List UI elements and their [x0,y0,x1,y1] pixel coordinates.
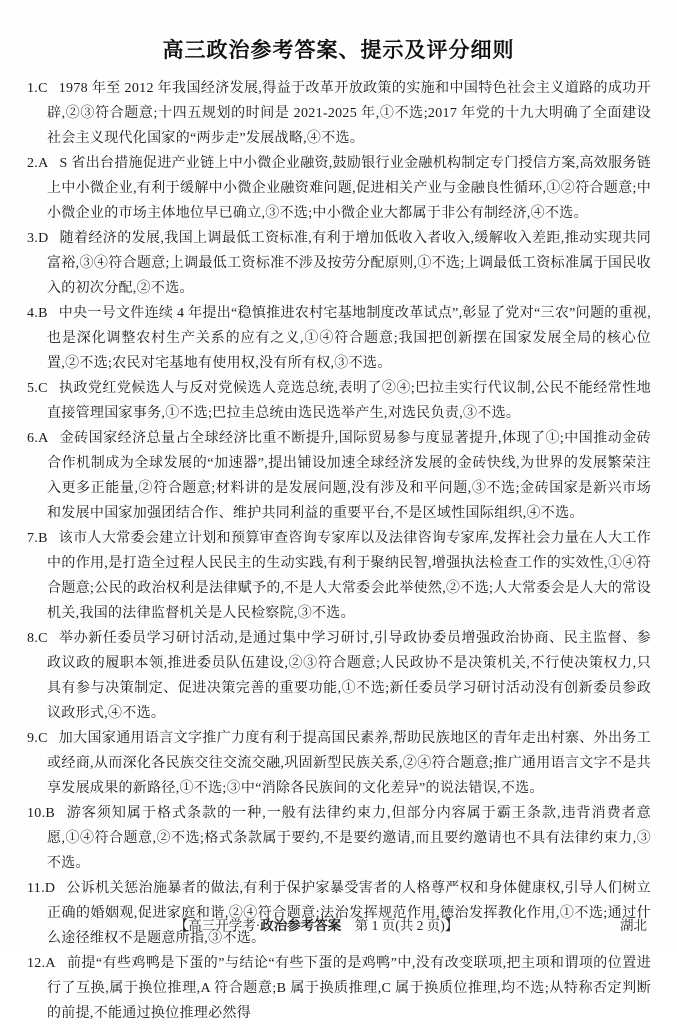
answer-text: 1978 年至 2012 年我国经济发展,得益于改革开放政策的实施和中国特色社会主义道路的成功开辟,②③符合题意;十四五规划的时间是 2021-2025 年,①不选;2017 年党的十九大明确了全面建设社会主义现代化国家的“两步走”发展战略,④不选。 [47,81,651,146]
answer-item-6 [27,426,651,526]
answer-item-5 [27,376,651,426]
answer-item-10 [27,801,651,876]
answer-item-11 [27,876,651,951]
answer-label: 5.C [27,381,48,396]
footer-prefix: 【高三开学考· [174,918,261,933]
answer-text: S 省出台措施促进产业链上中小微企业融资,鼓励银行业金融机构制定专门授信方案,高效服务链上中小微企业,有利于缓解中小微企业融资难问题,促进相关产业与金融良性循环,①②符合题意;中小微企业的市场主体地位早已确立,③不选;中小微企业大都属于非公有制经济,④不选。 [47,156,651,221]
answer-item-7 [27,526,651,626]
answer-item-2 [27,151,651,226]
answer-label: 12.A [27,956,56,971]
answer-text: 公诉机关惩治施暴者的做法,有利于保护家暴受害者的人格尊严权和身体健康权,引导人们树立正确的婚姻观,促进家庭和谐,②④符合题意;法治发挥规范作用,德治发挥教化作用,①不选;通过什么途径维权不是题意所指,③不选。 [47,881,651,946]
answer-label: 3.D [27,231,49,246]
answer-label: 4.B [27,306,48,321]
page-footer [0,915,677,937]
answer-item-12 [27,951,651,1026]
page-title: 高三政治参考答案、提示及评分细则 [162,39,515,62]
answer-item-3 [27,226,651,301]
footer-booklet-name: 政治参考答案 [260,918,342,933]
footer-caption [0,915,655,937]
answer-item-1 [27,76,651,151]
answer-label: 10.B [27,806,56,821]
answer-text: 随着经济的发展,我国上调最低工资标准,有利于增加低收入者收入,缓解收入差距,推动实现共同富裕,③④符合题意;上调最低工资标准不涉及按劳分配原则,①不选;上调最低工资标准属于国民收入的初次分配,②不选。 [47,231,651,296]
answers-list [27,76,651,1026]
answer-label: 6.A [27,431,49,446]
footer-region-label: 湖北 [620,918,647,933]
answer-text: 该市人大常委会建立计划和预算审查咨询专家库以及法律咨询专家库,发挥社会力量在人大工作中的作用,是打造全过程人民民主的生动实践,有利于聚纳民智,增强执法检查工作的实效性,①④符合题意;公民的政治权利是法律赋予的,不是人大常委会此举使然,②不选;人大常委会是人大的常设机关,我国的法律监督机关是人民检察院,③不选。 [47,531,651,621]
answer-item-4 [27,301,651,376]
answer-label: 8.C [27,631,48,646]
answer-text: 金砖国家经济总量占全球经济比重不断提升,国际贸易参与度显著提升,体现了①;中国推动金砖合作机制成为全球发展的“加速器”,提出铺设加速全球经济发展的金砖快线,为世界的发展繁荣注入更多正能量,②符合题意;材料讲的是发展问题,没有涉及和平问题,③不选;金砖国家是新兴市场和发展中国家加强团结合作、维护共同利益的重要平台,不是区域性国际组织,④不选。 [47,431,651,521]
answer-text: 举办新任委员学习研讨活动,是通过集中学习研讨,引导政协委员增强政治协商、民主监督、参政议政的履职本领,推进委员队伍建设,②③符合题意;人民政协不是决策机关,不行使决策权力,只具有参与决策制定、促进决策完善的重要功能,①不选;新任委员学习研讨活动没有创新委员参政议政形式,④不选。 [47,631,651,721]
answer-item-9 [27,726,651,801]
answer-label: 1.C [27,81,48,96]
answer-label: 2.A [27,156,49,171]
answer-text: 执政党红党候选人与反对党候选人竞选总统,表明了②④;巴拉圭实行代议制,公民不能经常性地直接管理国家事务,①不选;巴拉圭总统由选民选举产生,对选民负责,③不选。 [47,381,651,421]
answer-label: 11.D [27,881,56,896]
answer-text: 游客须知属于格式条款的一种,一般有法律约束力,但部分内容属于霸王条款,违背消费者意愿,①④符合题意,②不选;格式条款属于要约,不是要约邀请,而且要约邀请也不具有法律约束力,③不选。 [47,806,651,871]
answer-label: 9.C [27,731,48,746]
answer-text: 前提“有些鸡鸭是下蛋的”与结论“有些下蛋的是鸡鸭”中,没有改变联项,把主项和谓项的位置进行了互换,属于换位推理,A 符合题意;B 属于换质推理,C 属于换质位推理,均不选;从特称否定判断的前提,不能通过换位推理必然得 [47,956,651,1021]
answer-text: 中央一号文件连续 4 年提出“稳慎推进农村宅基地制度改革试点”,彰显了党对“三农”问题的重视,也是深化调整农村生产关系的应有之义,①④符合题意;我国把创新摆在国家发展全局的核心位置,②不选;农民对宅基地有使用权,没有所有权,③不选。 [47,306,651,371]
footer-page-number: 第 1 页(共 2 页)】 [341,918,459,933]
answer-text: 加大国家通用语言文字推广力度有利于提高国民素养,帮助民族地区的青年走出村寨、外出务工或经商,从而深化各民族交往交流交融,巩固新型民族关系,②④符合题意;推广通用语言文字不是共享发展成果的新路径,①不选;③中“消除各民族间的文化差异”的说法错误,不选。 [47,731,651,796]
answer-label: 7.B [27,531,48,546]
answer-item-8 [27,626,651,726]
